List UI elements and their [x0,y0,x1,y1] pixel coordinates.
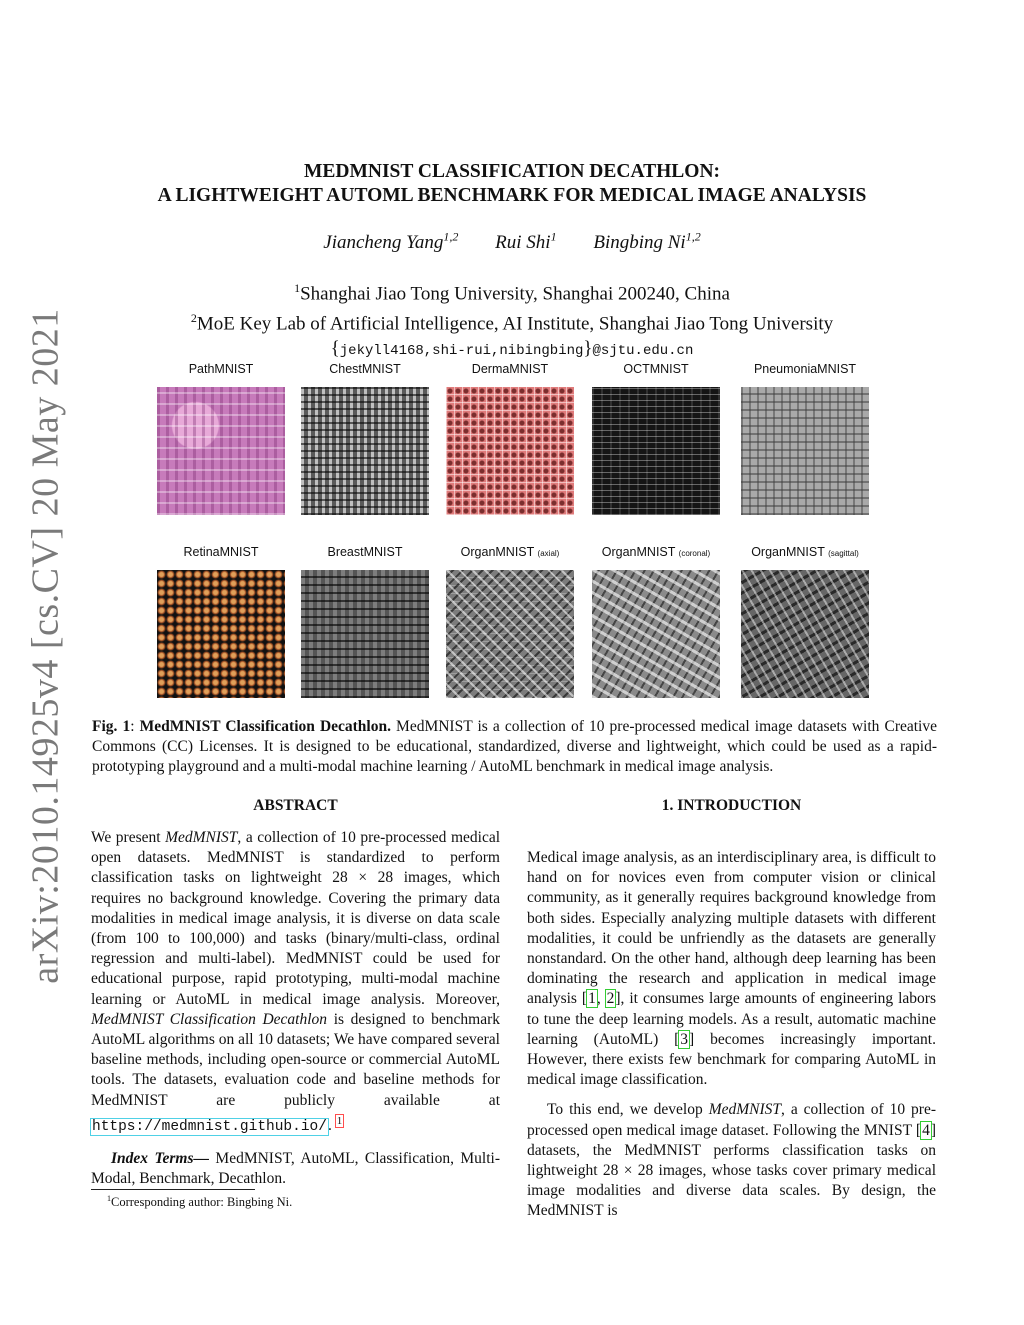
octmnist-image [592,387,720,515]
text-run-italic: MedMNIST [165,829,238,846]
tile-label [145,543,297,561]
citation-link[interactable]: 3 [680,1030,689,1048]
tile-label [434,360,586,378]
affil-text: MoE Key Lab of Artificial Intelligence, AI Institute, Shanghai Jiao Tong University [196,313,834,335]
caption-label: Fig. 1 [92,718,131,735]
email-brace-open: { [330,337,340,359]
tile-label [580,543,732,561]
caption-title: MedMNIST Classification Decathlon. [139,718,391,735]
email [90,337,934,363]
abstract-heading: ABSTRACT [253,797,338,814]
email-brace-close: } [583,337,593,359]
tile-label-text: RetinaMNIST [183,545,259,559]
text-run: ] datasets, the MedMNIST performs classification tasks on lightweight 28 × 28 images, whose tasks cover primary medical image modalities and diverse data scales. By design, the MedMNIST is [527,1121,936,1220]
text-run: To this end, we develop [547,1101,709,1119]
caption-colon: : [130,718,140,735]
tile-label-text: OCTMNIST [623,362,689,376]
tile-label [434,543,586,561]
text-run-italic: MedMNIST Classification Decathlon [91,1010,328,1028]
left-column [91,796,500,1190]
figure-tile [301,543,429,698]
tile-label-sub: (coronal) [678,549,711,558]
affiliation [90,276,934,306]
author-affil: 1,2 [685,230,701,244]
citation-link[interactable]: 1 [588,990,596,1008]
figure-tile [157,543,285,698]
tile-label-text: ChestMNIST [329,362,401,376]
figure-1 [150,360,875,700]
arxiv-identifier-text: arXiv:2010.14925v4 [cs.CV] 20 May 2021 [25,308,68,984]
figure-tile [446,543,574,698]
tile-label-text: OrganMNIST [601,545,676,559]
dermamnist-image [446,387,574,515]
author-name: Rui Shi [495,232,551,254]
organmnist-coronal-image [592,570,720,698]
index-terms [91,1149,500,1189]
author-name: Jiancheng Yang [323,232,444,254]
figure-tile [157,360,285,515]
footnote-text: Corresponding author: Bingbing Ni. [111,1195,293,1210]
tile-label [289,360,441,378]
tile-label [145,360,297,378]
footnote-rule [91,1189,255,1190]
email-domain: @sjtu.edu.cn [592,342,694,359]
footnote-mark: 1 [107,1194,111,1203]
tile-label-sub: (sagittal) [828,549,859,558]
title-line-1: MEDMNIST CLASSIFICATION DECATHLON: [303,161,721,182]
pathmnist-image [157,387,285,515]
tile-label [580,360,732,378]
author-name: Bingbing Ni [593,232,686,254]
project-url-link[interactable]: https://medmnist.github.io/ [92,1119,327,1135]
text-run: We present [91,829,166,846]
tile-label [729,543,881,561]
pneumoniamnist-image [741,387,869,515]
affil-mark: 1 [294,281,301,295]
figure-tile [741,543,869,698]
figure-tile [592,360,720,515]
retinamnist-image [157,570,285,698]
citation-link[interactable]: 2 [606,990,615,1008]
affil-mark: 2 [190,311,197,326]
chestmnist-image [301,387,429,515]
author [495,232,556,253]
caption-text: MedMNIST is a collection of 10 pre-processed medical image datasets with Creative Commons (CC) Licenses. It is designed to be educational, standardized, diverse and lightweight, which could be used as a rapid-prototyping playground and a multi-modal machine learning / AutoML benchmark in medical image analysis. [92,718,937,775]
tile-label-sub: (axial) [537,549,560,558]
tile-label-text: OrganMNIST [751,545,825,559]
tile-label-text: BreastMNIST [327,545,403,559]
figure-tile [301,360,429,515]
text-run: , a collection of 10 pre-processed open medical image dataset. Following the MNIST [ [527,1101,936,1139]
text-run: is designed to benchmark AutoML algorithms on all 10 datasets; We have compared several baseline methods, including open-source or commercial AutoML tools. The datasets, evaluation code and baseline methods for MedMNIST are publicly available at [91,1010,501,1109]
author [593,232,700,253]
tile-label-text: PneumoniaMNIST [753,362,857,376]
citation-link[interactable]: 4 [922,1121,930,1139]
author-affil: 1 [550,230,557,244]
tile-label-text: PathMNIST [188,362,254,376]
text-run: Medical image analysis, as an interdisciplinary area, is difficult to hand on for novices even from computer vision or clinical community, as it generally requires background knowledge from both sides. Especially analyzing multiple datasets with different modalities, it could be unfriendly as the datasets are generally nonstandard. On the other hand, although deep learning has been dominating the research and application in medical image analysis [ [527,849,936,1008]
author [323,232,458,253]
affiliations [90,276,934,363]
intro-paragraph-1 [527,848,936,1090]
organmnist-axial-image [446,570,574,698]
index-terms-text: MedMNIST, AutoML, Classification, Multi-Modal, Benchmark, Decathlon. [91,1150,501,1188]
breastmnist-image [301,570,429,698]
footnote-link[interactable]: 1 [336,1114,343,1127]
index-terms-label: Index Terms— [111,1150,209,1168]
figure-tile [592,543,720,698]
author-list [90,230,934,254]
author-affil: 1,2 [443,230,459,244]
affiliation [90,306,934,336]
text-run: , a collection of 10 pre-processed medical open datasets. MedMNIST is standardized to perform classification tasks on lightweight 28 × 28 images, which requires no background knowledge. Covering the primary data modalities in medical image analysis, it is diverse on data scale (from 100 to 100,000) and tasks (binary/multi-class, ordinal regression and multi-label). MedMNIST could be used for educational purpose, rapid prototyping, multi-modal machine learning or AutoML in medical image analysis. Moreover, [91,829,501,1008]
figure-caption [92,717,937,777]
figure-tile [446,360,574,515]
abstract-body [91,828,500,1137]
paper-title [90,160,934,208]
right-column [527,796,936,1222]
introduction-heading: 1. INTRODUCTION [661,797,802,814]
affil-text: Shanghai Jiao Tong University, Shanghai 200240, China [300,283,730,305]
text-run: , [596,990,606,1008]
figure-tile [741,360,869,515]
text-run-italic: MedMNIST [708,1101,782,1119]
organmnist-sagittal-image [741,570,869,698]
tile-label-text: OrganMNIST [460,545,535,559]
tile-label [289,543,441,561]
text-run: ], it consumes large amounts of engineering labors to tune the deep learning models. As a result, automatic machine learning (AutoML) [ [527,990,936,1048]
footnote [107,1194,292,1210]
arxiv-identifier [25,308,68,984]
tile-label [729,360,881,378]
text-run: . [327,1117,336,1134]
email-names: jekyll4168,shi-rui,nibingbing [339,342,584,359]
intro-paragraph-2 [527,1100,936,1221]
title-line-2: A LIGHTWEIGHT AUTOML BENCHMARK FOR MEDICAL IMAGE ANALYSIS [157,185,867,206]
tile-label-text: DermaMNIST [471,362,549,376]
text-run: ] becomes increasingly important. However, there exists few benchmark for comparing AutoML in medical image classification. [527,1030,936,1089]
